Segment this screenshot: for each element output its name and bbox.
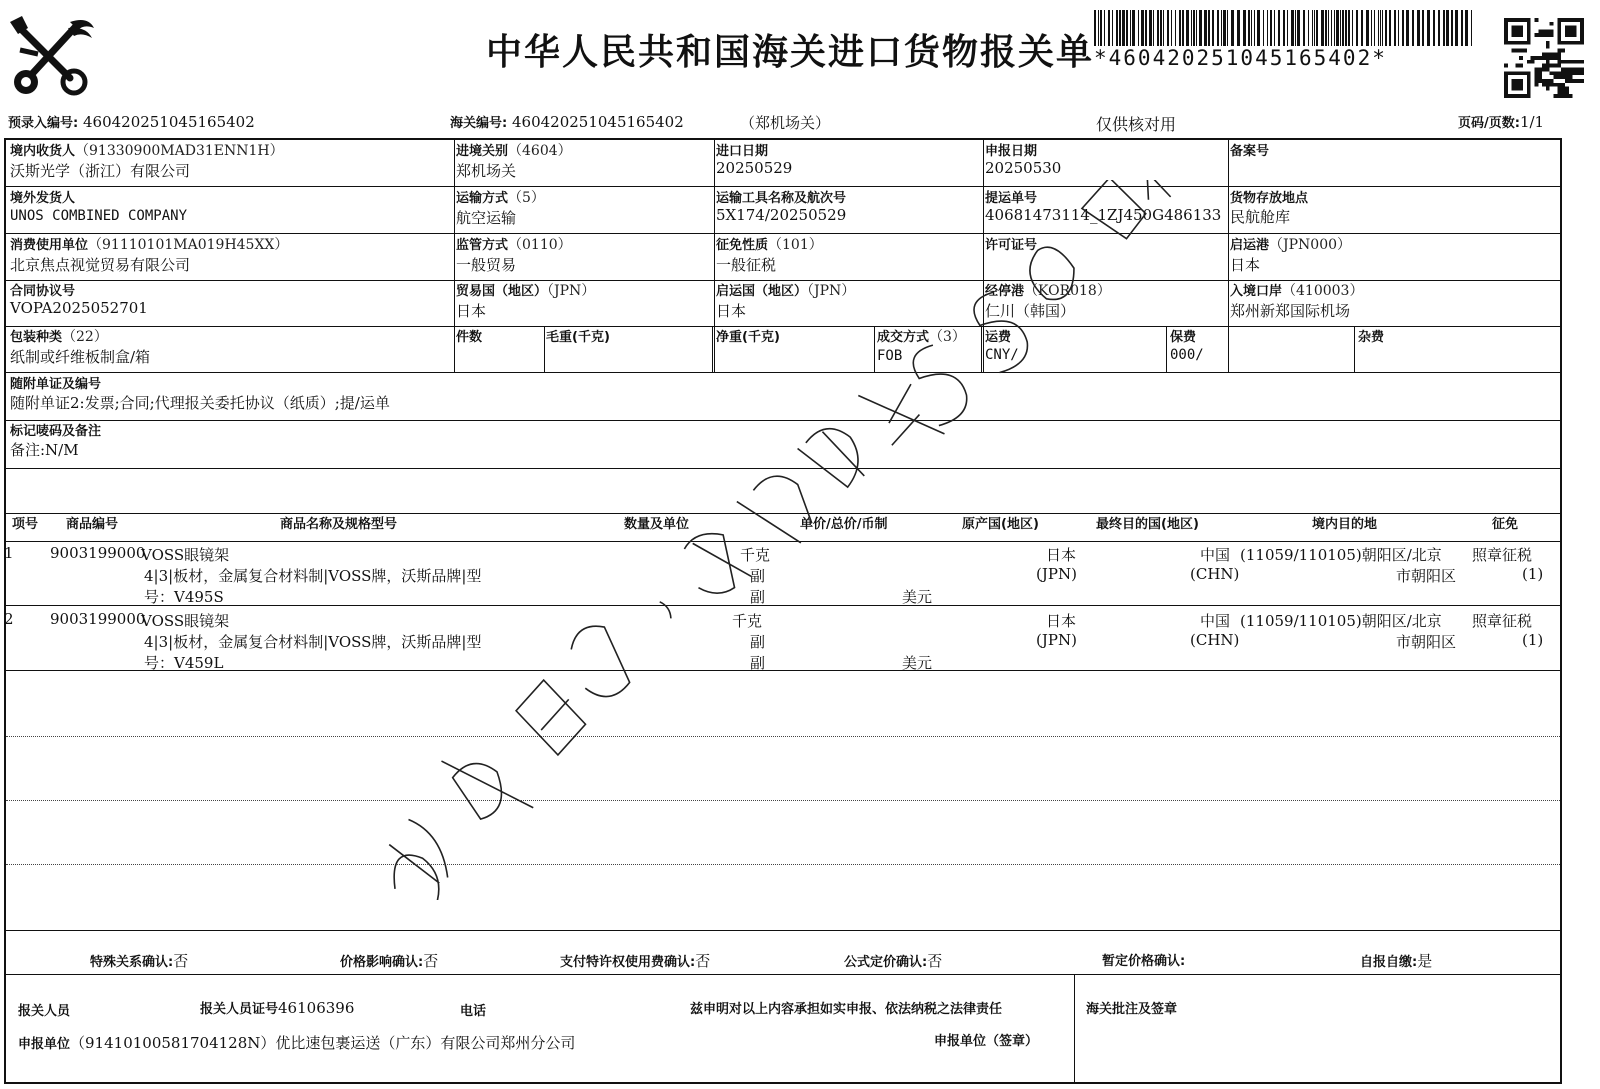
- pre-entry-number: 预录入编号: 460420251045165402: [8, 113, 255, 131]
- net-weight-field: 净重(千克): [716, 330, 780, 345]
- declarant-label: 报关人员: [18, 1004, 71, 1019]
- page-indicator: 页码/页数:1/1: [1458, 113, 1545, 131]
- item-domestic-dest: (11059/110105)朝阳区/北京: [1240, 546, 1442, 564]
- provisional-price-confirm: 暂定价格确认:: [1102, 954, 1186, 969]
- item-unit-kg: 千克: [740, 546, 771, 564]
- import-date-field: 进口日期 20250529: [716, 144, 793, 177]
- item-unit-pair: 副: [750, 633, 766, 651]
- item-spec: 4|3|板材，金属复合材料制|VOSS牌，沃斯品牌|型: [144, 633, 482, 651]
- item-currency: 美元: [902, 654, 933, 672]
- vehicle-field: 运输工具名称及航次号 5X174/20250529: [716, 191, 847, 224]
- package-field: 包装种类（22） 纸制或纤维板制盒/箱: [10, 329, 151, 366]
- item-no: 1: [4, 544, 14, 562]
- departure-port-field: 启运港（JPN000） 日本: [1230, 237, 1352, 274]
- item-unit-pair2: 副: [750, 588, 766, 606]
- col-hs-code: 商品编号: [66, 517, 119, 532]
- item-destination-code: (CHN): [1190, 631, 1240, 649]
- col-quantity: 数量及单位: [624, 517, 690, 532]
- item-levy: 照章征税: [1472, 546, 1533, 564]
- origin-country-field: 启运国（地区）（JPN） 日本: [716, 283, 856, 320]
- transport-mode-field: 运输方式（5） 航空运输: [456, 190, 545, 227]
- item-model: 号：V459L: [144, 654, 224, 672]
- item-currency: 美元: [902, 588, 933, 606]
- item-origin-code: (JPN): [1036, 631, 1077, 649]
- item-levy-code: (1): [1522, 565, 1544, 583]
- attached-docs-field: 随附单证及编号 随附单证2:发票;合同;代理报关委托协议（纸质）;提/运单: [10, 377, 390, 412]
- col-domestic-dest: 境内目的地: [1312, 517, 1378, 532]
- item-domestic-dest: (11059/110105)朝阳区/北京: [1240, 612, 1442, 630]
- item-no: 2: [4, 610, 14, 628]
- item-destination-code: (CHN): [1190, 565, 1240, 583]
- item-spec: 4|3|板材，金属复合材料制|VOSS牌，沃斯品牌|型: [144, 567, 482, 585]
- gross-weight-field: 毛重(千克): [546, 330, 610, 345]
- pieces-field: 件数: [456, 330, 483, 345]
- item-name: VOSS眼镜架: [141, 546, 230, 564]
- formula-price-confirm: 公式定价确认:否: [844, 952, 943, 970]
- supervision-field: 监管方式（0110） 一般贸易: [456, 237, 572, 274]
- license-field: 许可证号: [985, 238, 1038, 253]
- marks-remarks-field: 标记唛码及备注 备注:N/M: [10, 424, 102, 459]
- consumer-field: 消费使用单位（91110101MA019H45XX） 北京焦点视觉贸易有限公司: [10, 237, 289, 274]
- table-row: [0, 544, 1600, 608]
- item-hs-code: 9003199000: [50, 544, 146, 562]
- table-row: [0, 610, 1600, 674]
- insurance-field: 保费 000/: [1170, 330, 1204, 363]
- item-model: 号：V495S: [144, 588, 224, 606]
- item-unit-pair2: 副: [750, 654, 766, 672]
- storage-field: 货物存放地点 民航舱库: [1230, 191, 1309, 226]
- customs-approval: 海关批注及签章: [1086, 1002, 1178, 1017]
- special-relation-confirm: 特殊关系确认:否: [90, 952, 189, 970]
- record-no-field: 备案号: [1230, 144, 1270, 159]
- item-levy: 照章征税: [1472, 612, 1533, 630]
- col-origin: 原产国(地区): [962, 517, 1039, 532]
- declare-date-field: 申报日期 20250530: [985, 144, 1062, 177]
- consignor-field: 境外发货人 UNOS COMBINED COMPANY: [10, 191, 188, 224]
- entry-customs-field: 进境关别（4604） 郑机场关: [456, 143, 572, 180]
- deal-mode-field: 成交方式（3） FOB: [877, 329, 966, 364]
- document-title: 中华人民共和国海关进口货物报关单: [486, 32, 1095, 73]
- item-levy-code: (1): [1522, 631, 1544, 649]
- consignee-field: 境内收货人（91330900MAD31ENN1H） 沃斯光学（浙江）有限公司: [10, 143, 284, 180]
- trade-country-field: 贸易国（地区）（JPN） 日本: [456, 283, 596, 320]
- item-unit-pair: 副: [750, 567, 766, 585]
- item-domestic-dest-2: 市朝阳区: [1396, 567, 1457, 585]
- barcode-number: *460420251045165402*: [1094, 46, 1387, 70]
- freight-field: 运费 CNY/: [985, 330, 1019, 363]
- customs-office: （郑机场关）: [740, 114, 831, 132]
- col-destination: 最终目的国(地区): [1096, 517, 1199, 532]
- item-destination: 中国: [1200, 612, 1231, 630]
- levy-field: 征免性质（101） 一般征税: [716, 237, 823, 274]
- misc-fee-field: 杂费: [1358, 330, 1385, 345]
- entry-port-field: 入境口岸（410003） 郑州新郑国际机场: [1230, 283, 1364, 320]
- bill-no-field: 提运单号 40681473114_1ZJ450G486133: [985, 191, 1222, 224]
- price-influence-confirm: 价格影响确认:否: [340, 952, 439, 970]
- phone-label: 电话: [460, 1004, 487, 1019]
- contract-field: 合同协议号 VOPA2025052701: [10, 284, 148, 317]
- declaration-statement: 兹申明对以上内容承担如实申报、依法纳税之法律责任: [690, 1002, 1003, 1017]
- item-origin-code: (JPN): [1036, 565, 1077, 583]
- barcode: [1094, 10, 1478, 46]
- customs-emblem-icon: [8, 14, 98, 100]
- col-price: 单价/总价/币制: [800, 517, 888, 532]
- for-check-notice: 仅供核对用: [1096, 115, 1177, 134]
- stop-port-field: 经停港（KOR018） 仁川（韩国）: [985, 283, 1111, 320]
- customs-number: 海关编号: 460420251045165402: [450, 113, 684, 131]
- self-pay-confirm: 自报自缴:是: [1360, 952, 1433, 970]
- col-levy: 征免: [1492, 517, 1519, 532]
- item-name: VOSS眼镜架: [141, 612, 230, 630]
- item-domestic-dest-2: 市朝阳区: [1396, 633, 1457, 651]
- col-item-no: 项号: [12, 517, 39, 532]
- item-origin: 日本: [1046, 546, 1077, 564]
- item-origin: 日本: [1046, 612, 1077, 630]
- qr-code-icon: [1504, 18, 1584, 98]
- item-unit-kg: 千克: [732, 612, 763, 630]
- declarant-cert: 报关人员证号46106396: [200, 999, 355, 1017]
- item-destination: 中国: [1200, 546, 1231, 564]
- item-hs-code: 9003199000: [50, 610, 146, 628]
- declaring-unit-seal: 申报单位（签章）: [934, 1034, 1039, 1049]
- col-goods-name: 商品名称及规格型号: [280, 517, 398, 532]
- royalty-confirm: 支付特许权使用费确认:否: [560, 952, 711, 970]
- declaring-unit: 申报单位（91410100581704128N）优比速包裹运送（广东）有限公司郑州分公司: [18, 1034, 576, 1052]
